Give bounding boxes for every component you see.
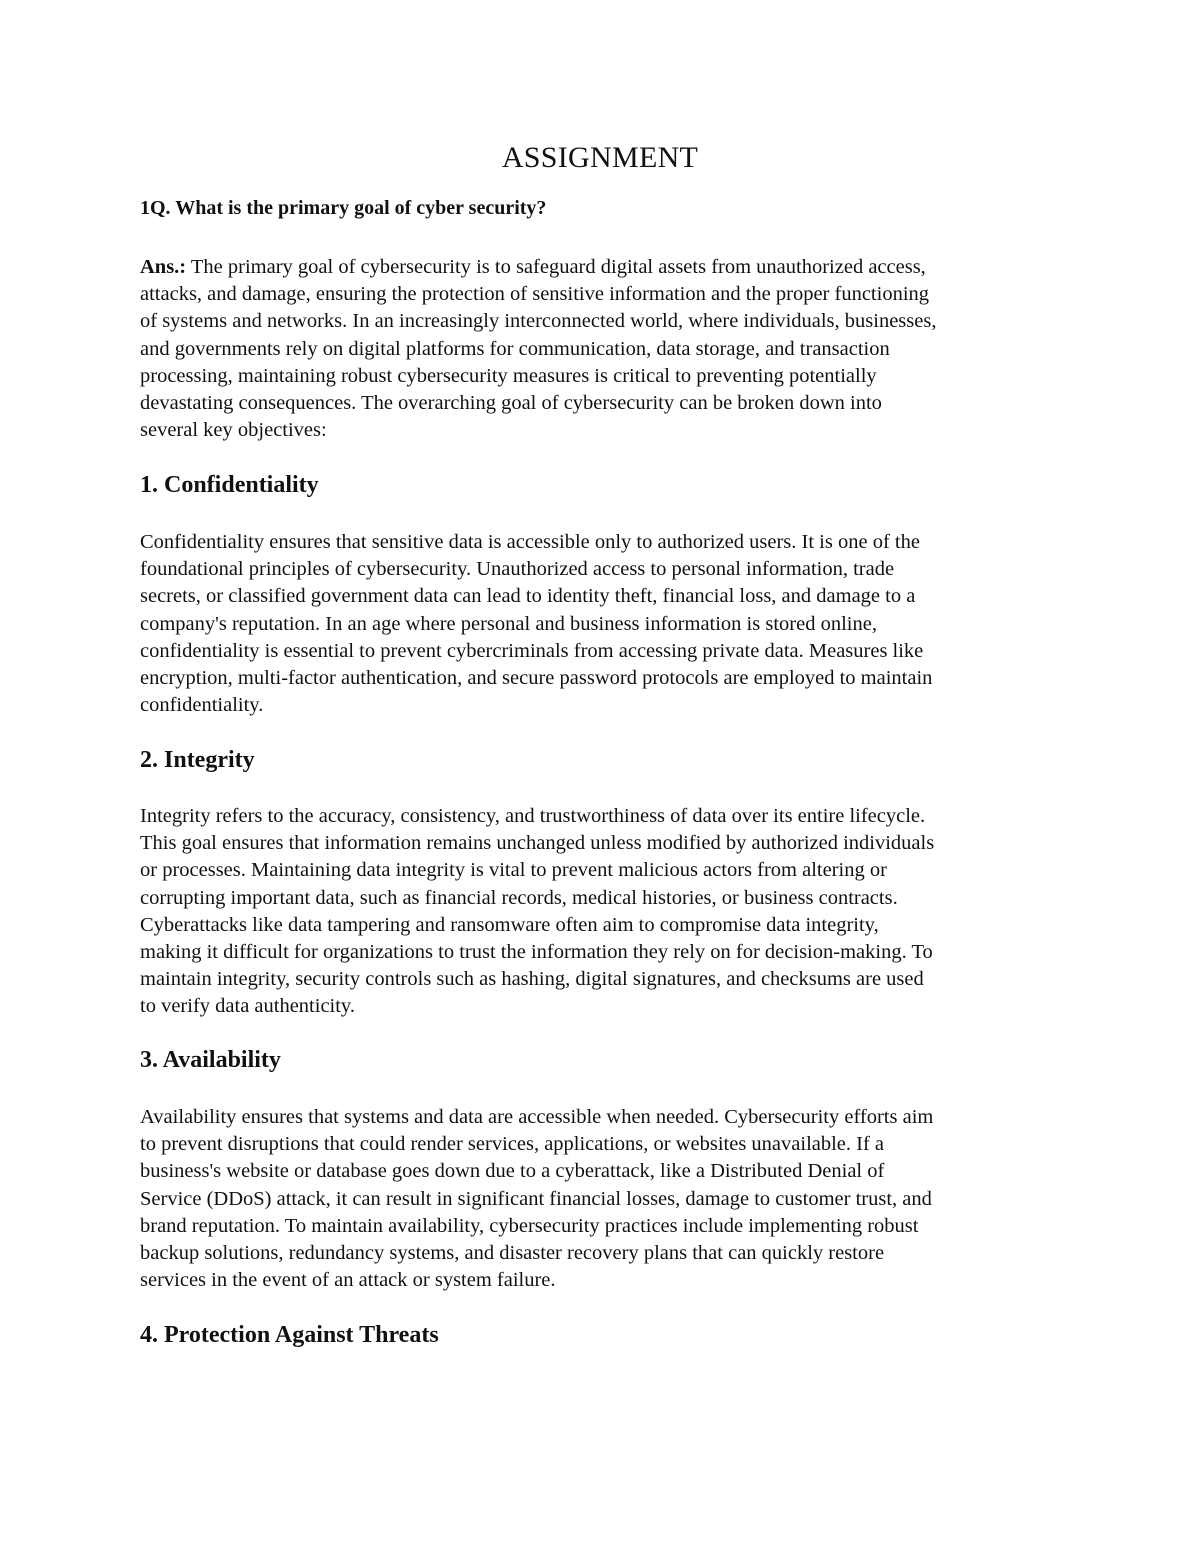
section-heading-protection-against-threats: 4. Protection Against Threats bbox=[140, 1322, 439, 1348]
paragraph-line: services in the event of an attack or system failure. bbox=[140, 1269, 556, 1292]
paragraph-line: brand reputation. To maintain availability, cybersecurity practices include implementing robust bbox=[140, 1214, 919, 1237]
paragraph-line: confidentiality. bbox=[140, 694, 264, 717]
question-text: 1Q. What is the primary goal of cyber security? bbox=[140, 197, 547, 219]
section-paragraph-availability bbox=[140, 1104, 1070, 1294]
paragraph-line: business's website or database goes down due to a cyberattack, like a Distributed Denial of bbox=[140, 1160, 885, 1183]
paragraph-line: backup solutions, redundancy systems, and disaster recovery plans that can quickly restore bbox=[140, 1242, 885, 1265]
paragraph-line: corrupting important data, such as financial records, medical histories, or business contracts. bbox=[140, 886, 898, 909]
paragraph-line: confidentiality is essential to prevent cybercriminals from accessing private data. Measures like bbox=[140, 639, 924, 662]
paragraph-line: making it difficult for organizations to trust the information they rely on for decision-making. To bbox=[140, 941, 933, 964]
paragraph-line: Service (DDoS) attack, it can result in significant financial losses, damage to customer trust, and bbox=[140, 1187, 932, 1210]
section-heading-integrity: 2. Integrity bbox=[140, 747, 255, 773]
answer-line: devastating consequences. The overarching goal of cybersecurity can be broken down into bbox=[140, 392, 882, 415]
paragraph-line: Confidentiality ensures that sensitive data is accessible only to authorized users. It is one of the bbox=[140, 531, 920, 553]
paragraph-line: secrets, or classified government data can lead to identity theft, financial loss, and damage to a bbox=[140, 585, 916, 608]
paragraph-line: to verify data authenticity. bbox=[140, 995, 355, 1018]
answer-label: Ans.: bbox=[140, 256, 187, 278]
paragraph-line: foundational principles of cybersecurity. Unauthorized access to personal information, trade bbox=[140, 558, 895, 581]
section-paragraph-integrity bbox=[140, 803, 1070, 1021]
paragraph-line: or processes. Maintaining data integrity is vital to prevent malicious actors from altering or bbox=[140, 859, 887, 882]
paragraph-line: encryption, multi-factor authentication, and secure password protocols are employed to maintain bbox=[140, 667, 933, 690]
paragraph-line: maintain integrity, security controls such as hashing, digital signatures, and checksums are used bbox=[140, 968, 924, 991]
answer-paragraph bbox=[140, 254, 1070, 444]
paragraph-line: company's reputation. In an age where personal and business information is stored online, bbox=[140, 612, 877, 635]
answer-line: and governments rely on digital platforms for communication, data storage, and transaction bbox=[140, 337, 890, 360]
section-heading-confidentiality: 1. Confidentiality bbox=[140, 472, 319, 498]
answer-line: attacks, and damage, ensuring the protection of sensitive information and the proper functioning bbox=[140, 283, 930, 306]
answer-line: Ans.: The primary goal of cybersecurity is to safeguard digital assets from unauthorized access, bbox=[140, 256, 926, 278]
section-heading-availability: 3. Availability bbox=[140, 1047, 281, 1073]
section-paragraph-confidentiality bbox=[140, 529, 1070, 719]
paragraph-line: Availability ensures that systems and data are accessible when needed. Cybersecurity efforts aim bbox=[140, 1106, 934, 1128]
paragraph-line: This goal ensures that information remains unchanged unless modified by authorized individuals bbox=[140, 832, 935, 855]
answer-line: processing, maintaining robust cybersecurity measures is critical to preventing potentially bbox=[140, 364, 877, 387]
paragraph-line: Integrity refers to the accuracy, consistency, and trustworthiness of data over its entire lifecycle. bbox=[140, 805, 926, 827]
answer-line: several key objectives: bbox=[140, 419, 327, 442]
document-title: ASSIGNMENT bbox=[501, 141, 699, 174]
paragraph-line: Cyberattacks like data tampering and ransomware often aim to compromise data integrity, bbox=[140, 913, 879, 936]
paragraph-line: to prevent disruptions that could render services, applications, or websites unavailable. If a bbox=[140, 1133, 885, 1156]
answer-line: of systems and networks. In an increasingly interconnected world, where individuals, businesses, bbox=[140, 310, 937, 333]
